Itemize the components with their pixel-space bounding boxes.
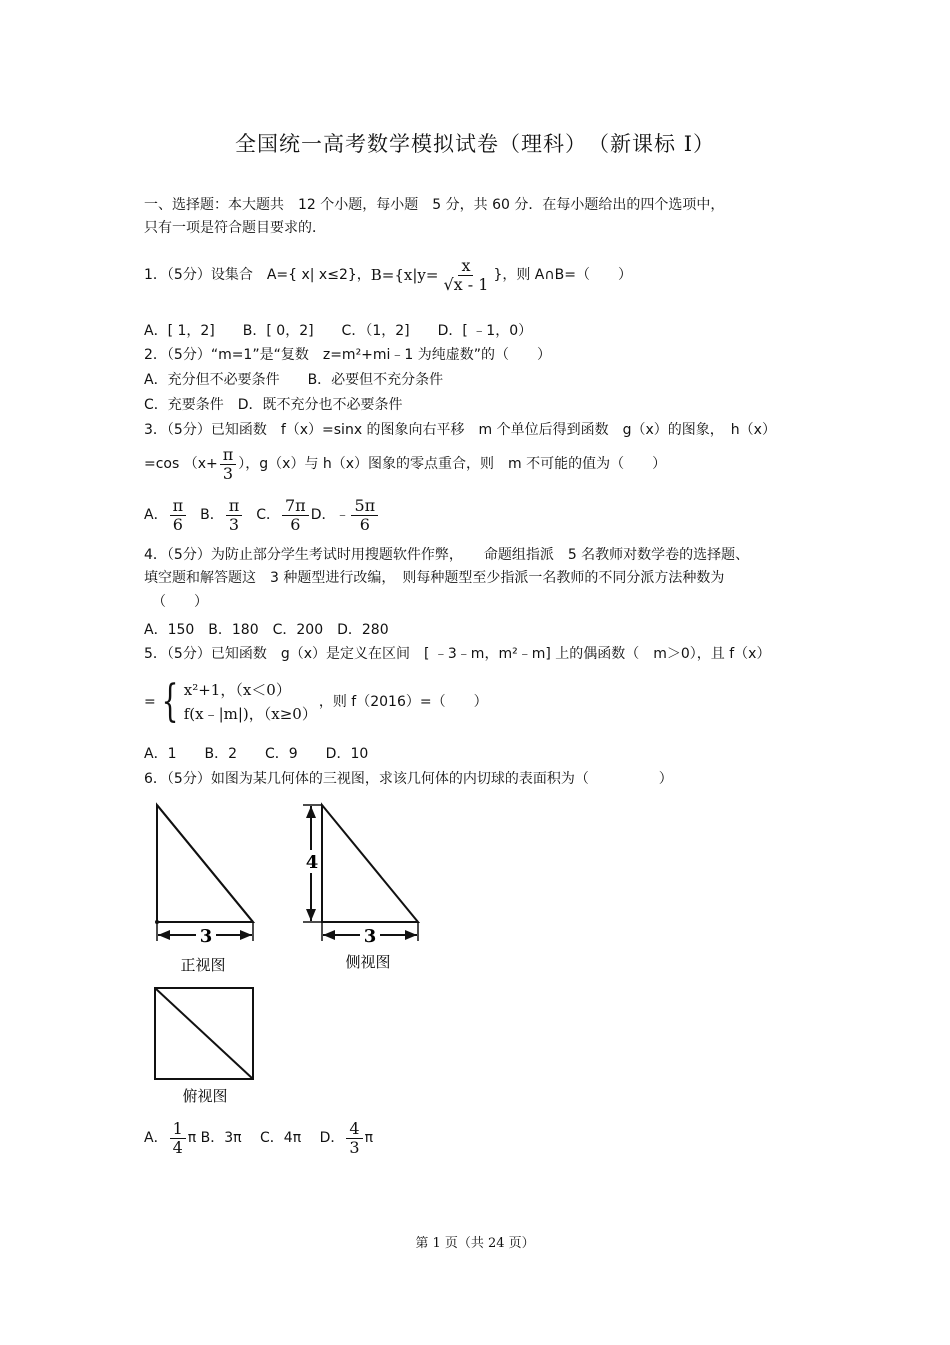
side-dim-arrow-right-icon	[405, 930, 417, 940]
q1-frac-den: √x - 1	[443, 274, 489, 294]
q5-stem2-suffix: ，则 f（2016）=（ ）	[318, 694, 488, 710]
q3-opt-c-den: 6	[290, 514, 301, 534]
front-view	[155, 805, 253, 974]
q6-opt-a-label: A．	[144, 1130, 168, 1146]
side-view-triangle	[322, 805, 418, 922]
q3-opt-a-den: 6	[172, 514, 183, 534]
question-5-stem-line1: 5．（5分）已知函数 g（x）是定义在区间 [ ﹣3﹣m，m²﹣m] 上的偶函数（ m＞0），且 f（x）	[144, 646, 771, 662]
q3-opt-a-frac	[170, 497, 187, 534]
q3-opt-b-frac	[226, 497, 243, 534]
front-view-label: 正视图	[180, 956, 226, 974]
question-6-stem: 6．（5分）如图为某几何体的三视图，求该几何体的内切球的表面积为（ ）	[144, 771, 673, 787]
q3-opt-b-den: 3	[228, 514, 240, 534]
q3-frac-num: π	[220, 446, 237, 465]
q1-stem-a: 1．（5分）设集合 A={ x| x≤2}，	[144, 267, 371, 283]
side-dim-arrow-up-icon	[306, 806, 316, 818]
section-instruction-line1: 一、选择题：本大题共 12 个小题，每小题 5 分，共 60 分．在每小题给出的四个选项中，	[144, 197, 725, 213]
q1-frac-num: x	[458, 257, 473, 276]
q3-stem2-suffix: ），g（x）与 h（x）图象的零点重合，则 m 不可能的值为（ ）	[238, 456, 667, 472]
question-5-options: A．1 B．2 C．9 D．10	[144, 746, 369, 762]
q3-opt-a-label: A．	[144, 507, 168, 523]
question-5-piecewise	[144, 674, 488, 730]
q6-opt-a-den: 4	[172, 1137, 183, 1157]
side-dim-arrow-left-icon	[323, 930, 335, 940]
side-dim-height-label: 4	[305, 852, 319, 873]
top-view-label: 俯视图	[182, 1087, 228, 1105]
q3-opt-c-frac	[282, 497, 309, 534]
q3-opt-b-label: B．	[200, 507, 224, 523]
q3-opt-a-num: π	[170, 497, 187, 516]
top-view-diagonal	[155, 988, 253, 1079]
page-title: 全国统一高考数学模拟试卷（理科） （新课标 Ⅰ）	[235, 132, 715, 156]
q6-opt-a-frac	[170, 1120, 186, 1157]
question-2-options-ab: A．充分但不必要条件 B．必要但不充分条件	[144, 372, 444, 388]
q3-opt-c-num: 7π	[282, 497, 309, 516]
question-6-options	[144, 1116, 373, 1160]
front-dim-label: 3	[199, 926, 213, 947]
q3-frac-den: 3	[222, 463, 234, 483]
q3-opt-d-den: 6	[359, 514, 370, 534]
top-view	[155, 988, 253, 1105]
page-footer: 第 1 页（共 24 页）	[415, 1236, 535, 1251]
question-3-stem-line2	[144, 443, 666, 485]
question-4-stem-line1: 4．（5分）为防止部分学生考试时用搜题软件作弊， 命题组指派 5 名教师对数学卷的选择题、	[144, 547, 750, 563]
left-brace-icon: {	[161, 676, 179, 727]
q6-opt-a-num: 1	[170, 1120, 186, 1139]
question-1-stem	[144, 255, 632, 294]
q5-cases	[184, 678, 317, 726]
three-view-figure	[140, 795, 440, 1115]
q1-set-b-suffix: }，则 A∩B=（ ）	[493, 267, 632, 283]
side-dim-width-label: 3	[363, 926, 377, 947]
q3-opt-c-label: C．	[256, 507, 280, 523]
question-3-stem-line1: 3．（5分）已知函数 f（x）=sinx 的图象向右平移 m 个单位后得到函数 g（x）的图象， h（x）	[144, 422, 776, 438]
question-3-options	[144, 492, 380, 538]
q1-set-b-prefix: B={x|y=	[370, 266, 439, 284]
question-4-stem-line2: 填空题和解答题这 3 种题型进行改编， 则每种题型至少指派一名教师的不同分派方法种数为	[144, 570, 725, 586]
q5-case-1: x²+1，（x＜0）	[183, 681, 291, 699]
front-view-hypotenuse	[157, 805, 253, 922]
q6-opt-d-suffix: π	[364, 1130, 374, 1146]
front-dim-arrow-right-icon	[240, 930, 252, 940]
front-dim-arrow-left-icon	[158, 930, 170, 940]
q6-opt-d-den: 3	[349, 1137, 360, 1157]
side-view-label: 侧视图	[345, 953, 391, 971]
question-4-stem-line3: （ ）	[152, 594, 208, 610]
side-dim-arrow-down-icon	[306, 909, 316, 921]
q6-opt-d-num: 4	[346, 1120, 362, 1139]
section-instruction-line2: 只有一项是符合题目要求的．	[144, 220, 326, 236]
q3-opt-b-num: π	[226, 497, 243, 516]
q1-fraction	[440, 257, 491, 294]
question-4-options: A．150 B．180 C．200 D．280	[144, 622, 389, 638]
question-2-options-cd: C．充要条件 D．既不充分也不必要条件	[144, 397, 403, 413]
side-view	[303, 805, 418, 971]
q5-eq-prefix: =	[144, 694, 156, 710]
q3-opt-d-label: D．﹣	[310, 507, 350, 523]
q6-opt-d-frac	[346, 1120, 362, 1157]
q6-opt-a-suffix: π B．3π C．4π D．	[187, 1130, 345, 1146]
q3-fraction	[220, 446, 237, 483]
q3-opt-d-frac	[351, 497, 378, 534]
q3-opt-d-num: 5π	[351, 497, 378, 516]
q3-stem2-prefix: =cos （x+	[144, 456, 218, 472]
question-2-stem: 2．（5分）“m=1”是“复数 z=m²+mi﹣1 为纯虚数”的（ ）	[144, 347, 552, 363]
question-1-options: A．[ 1，2] B．[ 0，2] C．（1，2] D．[ ﹣1，0）	[144, 323, 533, 339]
q5-brace-group	[156, 678, 317, 726]
q5-case-2: f(x﹣|m|)，（x≥0）	[183, 705, 317, 723]
